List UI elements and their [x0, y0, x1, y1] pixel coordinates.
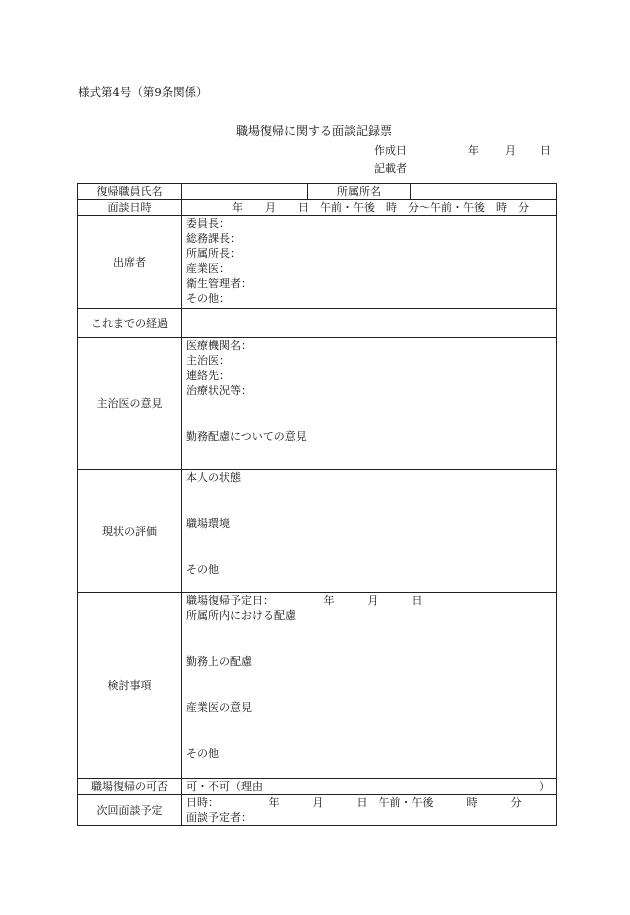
attendee-chair: 委員長： — [186, 217, 230, 230]
work-environment: 職場環境 — [186, 517, 230, 530]
attending-physician: 主治医： — [186, 354, 230, 367]
occupational-physician-opinion: 産業医の意見 — [186, 701, 252, 714]
treatment-status: 治療状況等： — [186, 384, 252, 397]
interview-datetime-label: 面談日時 — [78, 200, 182, 216]
attendee-occupational-physician: 産業医： — [186, 262, 230, 275]
employee-name-label: 復帰職員氏名 — [78, 184, 182, 200]
work-consideration: 勤務上の配慮 — [186, 655, 252, 668]
department-label: 所属所名 — [308, 184, 411, 200]
dept-consideration: 所属所内における配慮 — [186, 609, 296, 622]
return-approval-field[interactable] — [182, 779, 557, 795]
review-items-label: 検討事項 — [78, 593, 182, 779]
doctor-opinion-field[interactable] — [182, 338, 557, 470]
current-evaluation-field[interactable] — [182, 470, 557, 593]
attendees-label: 出席者 — [78, 216, 182, 309]
attendee-dept-head: 所属所長： — [186, 247, 241, 260]
approval-reason-text: 可・不可（理由 — [186, 780, 263, 793]
history-label: これまでの経過 — [78, 309, 182, 338]
created-date-line — [374, 142, 554, 156]
next-interview-field[interactable] — [182, 795, 557, 826]
form-title: 職場復帰に関する面談記録票 — [236, 124, 393, 138]
work-consideration-opinion: 勤務配慮についての意見 — [186, 430, 307, 443]
attendee-health-manager: 衛生管理者： — [186, 277, 252, 290]
return-approval-label: 職場復帰の可否 — [78, 779, 182, 795]
created-month: 月 — [505, 144, 516, 157]
review-items-field[interactable] — [182, 593, 557, 779]
attendees-field[interactable] — [182, 216, 557, 309]
interview-record-table — [77, 183, 557, 826]
personal-condition: 本人の状態 — [186, 471, 241, 484]
doctor-opinion-label: 主治医の意見 — [78, 338, 182, 470]
attendee-other: その他： — [186, 292, 230, 305]
department-field[interactable] — [411, 184, 557, 200]
current-evaluation-label: 現状の評価 — [78, 470, 182, 593]
attendee-general-affairs: 総務課長： — [186, 232, 241, 245]
created-day: 日 — [540, 144, 551, 157]
return-date: 職場復帰予定日： 年 月 日 — [186, 594, 423, 607]
interview-datetime-text: 年 月 日 午前・午後 時 分～午前・午後 時 分 — [232, 201, 529, 214]
next-interview-label: 次回面談予定 — [78, 795, 182, 826]
form-number: 様式第4号（第9条関係） — [78, 85, 208, 99]
interview-datetime-field[interactable] — [182, 200, 557, 216]
status-other: その他 — [186, 563, 219, 576]
created-label: 作成日 — [374, 144, 407, 157]
created-year: 年 — [468, 144, 479, 157]
next-interviewer: 面談予定者： — [186, 811, 252, 824]
contact: 連絡先： — [186, 369, 230, 382]
medical-institution: 医療機関名： — [186, 339, 252, 352]
author-label: 記載者 — [374, 162, 407, 175]
next-interview-datetime: 日時： 年 月 日 午前・午後 時 分 — [186, 796, 522, 809]
approval-reason-close: ） — [539, 780, 550, 793]
employee-name-field[interactable] — [182, 184, 308, 200]
history-field[interactable] — [182, 309, 557, 338]
review-other: その他 — [186, 747, 219, 760]
